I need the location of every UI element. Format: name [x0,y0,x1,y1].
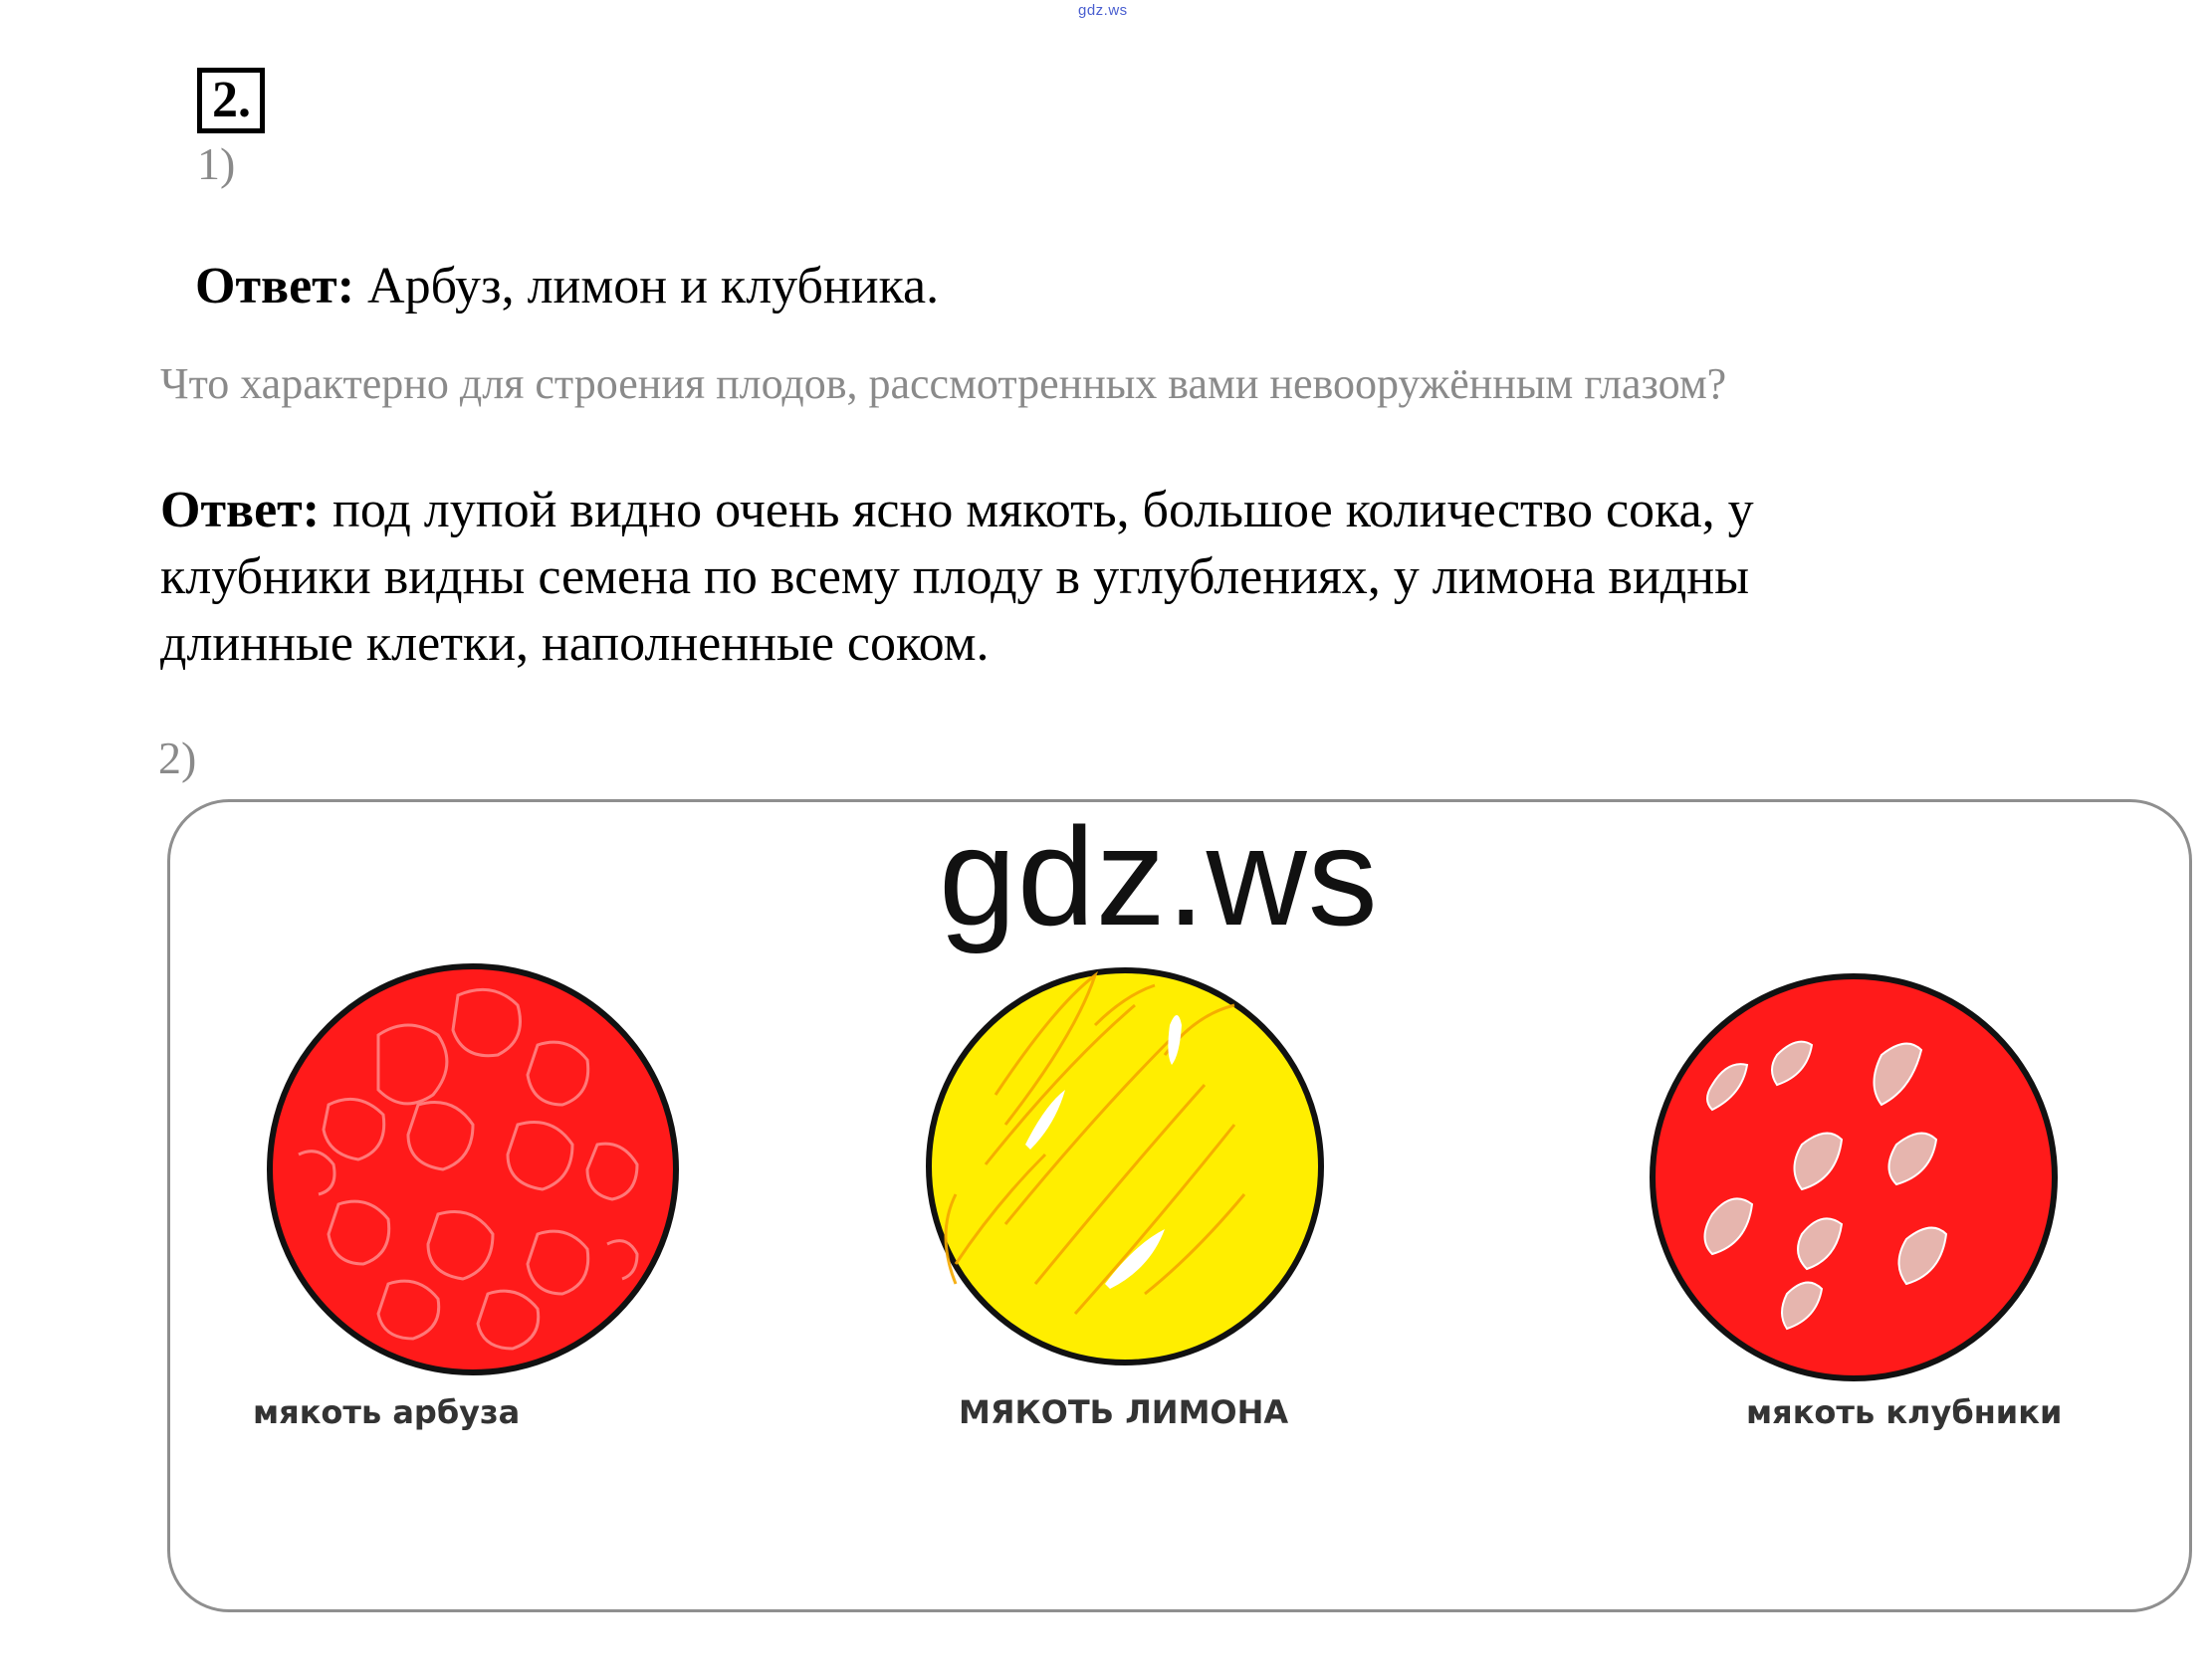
watermark-big: gdz.ws [939,798,1379,954]
answer-1-text: Арбуз, лимон и клубника. [354,258,940,315]
label-lemon: МЯКОТЬ ЛИМОНА [959,1393,1289,1431]
watermelon-illustration [270,966,676,1372]
answer-2-prefix: Ответ: [160,482,321,538]
answer-2-line-1-text: под лупой видно очень ясно мякоть, большое количество сока, у [320,482,1754,538]
answer-2-line-3: длинные клетки, наполненные соком. [160,615,990,672]
answer-2-line-2: клубники видны семена по всему плоду в углублениях, у лимона видны [160,548,1750,605]
lemon-illustration [929,970,1321,1363]
label-strawberry: мякоть клубники [1746,1393,2063,1431]
watermark-small: gdz.ws [1078,2,1128,19]
question-text: Что характерно для строения плодов, рассмотренных вами невооружённым глазом? [160,359,1727,408]
part-2-label: 2) [158,733,197,783]
label-watermelon: мякоть арбуза [253,1393,521,1431]
answer-1-prefix: Ответ: [195,258,355,315]
part-1-label: 1) [197,138,236,189]
task-number-box: 2. [197,68,265,133]
strawberry-illustration [1653,976,2055,1378]
